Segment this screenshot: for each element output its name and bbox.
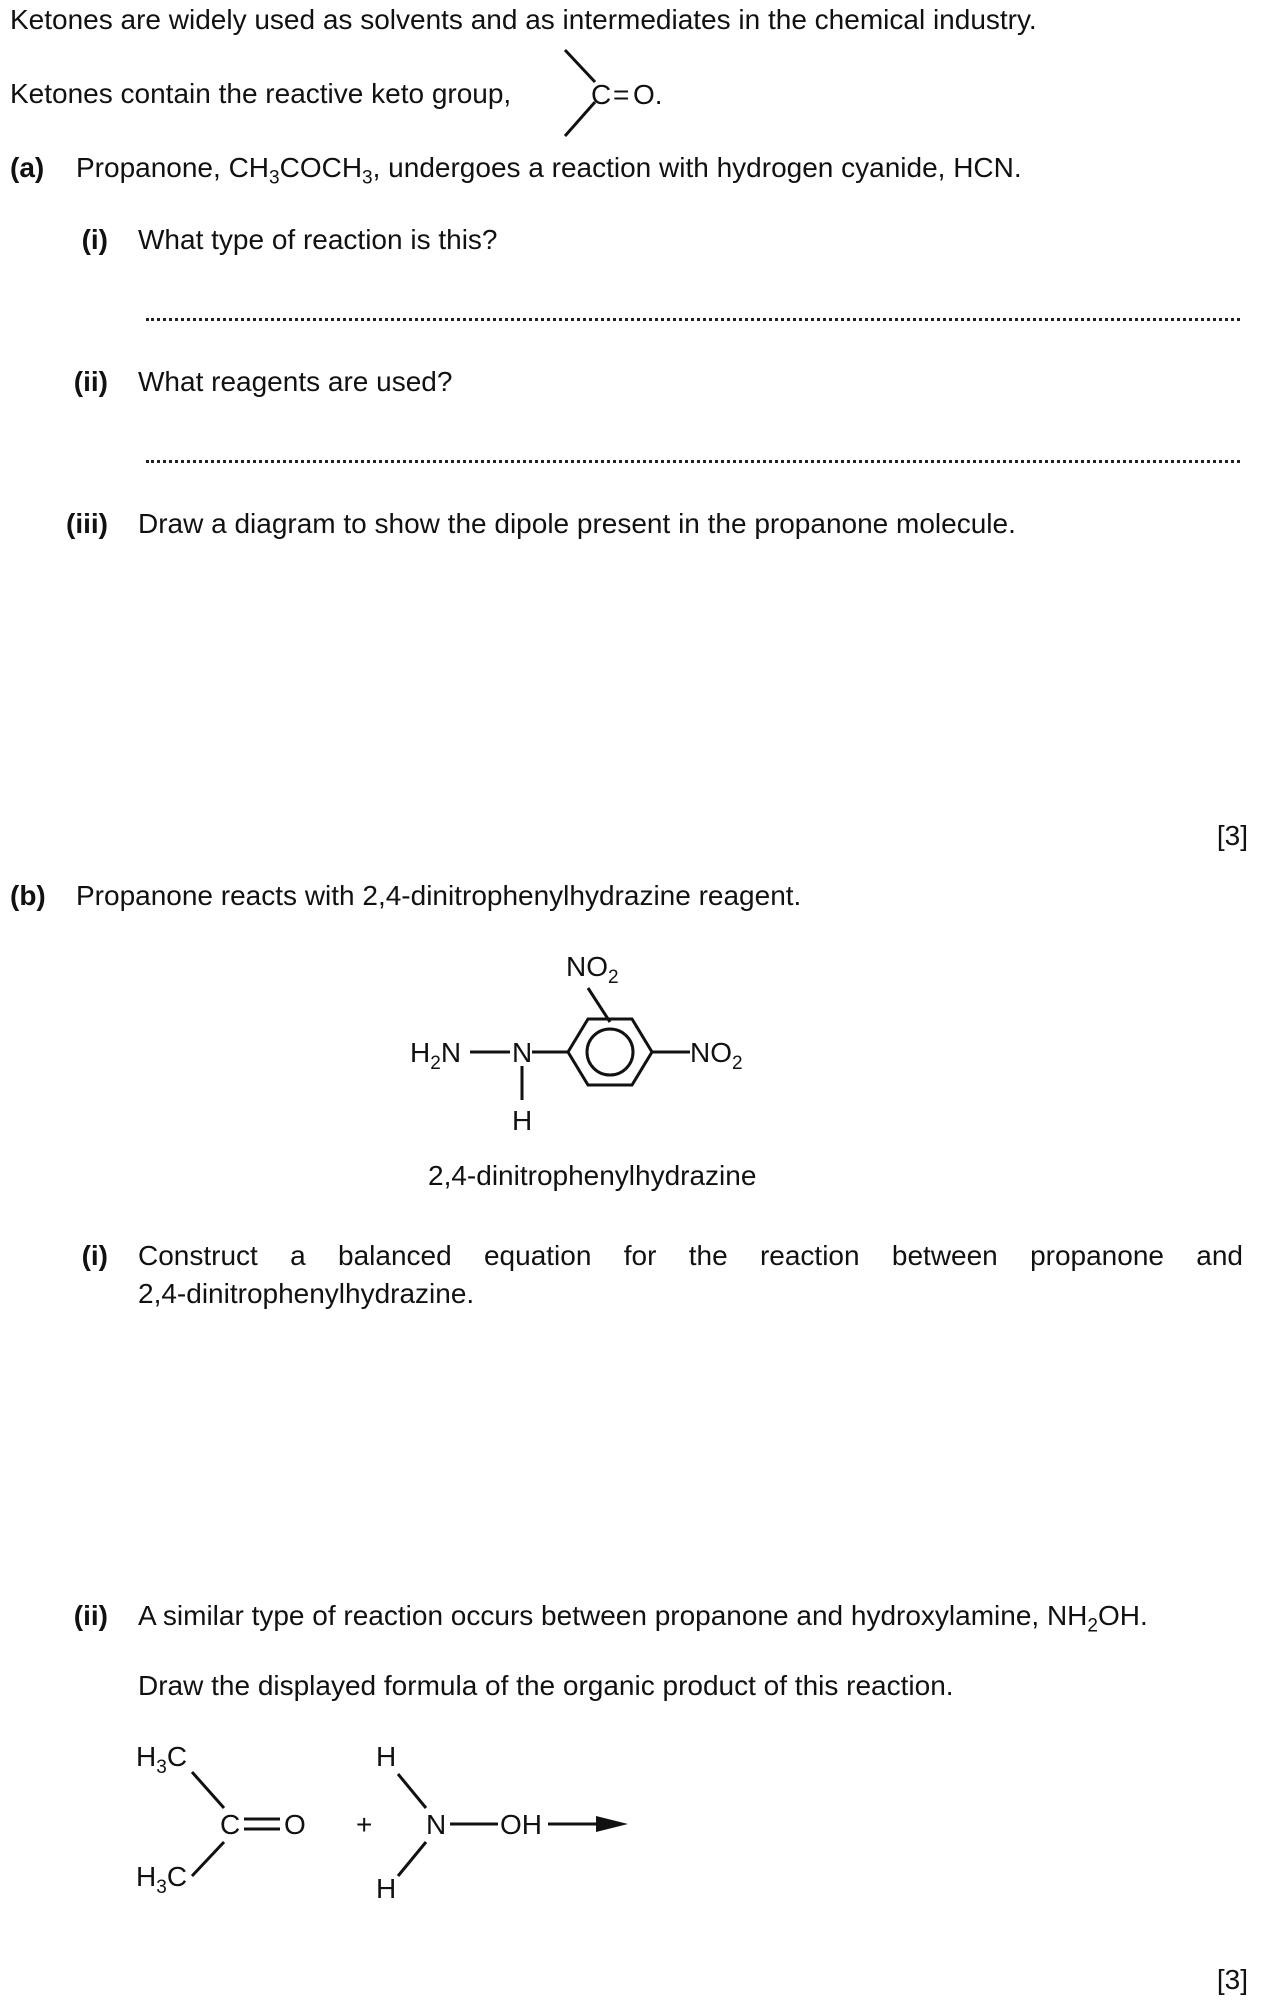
part-b-ii-question: A similar type of reaction occurs between propanone and hydroxylamine, $NH_2OH$.: [138, 1600, 1148, 1637]
keto-oxygen: O.: [633, 79, 663, 110]
part-a-iii-label: (iii): [66, 508, 108, 539]
intro-line-2: Ketones contain the reactive keto group,: [10, 78, 512, 109]
part-b-label: (b): [10, 880, 46, 911]
part-b-i-label: (i): [81, 1240, 108, 1271]
drawing-area-a-iii[interactable]: [138, 560, 1238, 810]
part-a-stem: Propanone, $CH_3COCH_3$, undergoes a reaction with hydrogen cyanide, HCN.: [76, 152, 1022, 189]
bond-ring-to-nitro-top: [588, 988, 610, 1022]
part-b-ii-instruction: Draw the displayed formula of the organic product of this reaction.: [138, 1670, 954, 1701]
hydroxylamine-h-bottom: H: [376, 1873, 397, 1900]
bond-n-h-bottom: [398, 1842, 426, 1876]
keto-carbon: C: [591, 79, 612, 110]
part-b-i-question-line-2: 2,4-dinitrophenylhydrazine.: [138, 1278, 475, 1309]
carbonyl-carbon: C: [220, 1809, 241, 1840]
nitro-top-label: $NO_2$: [566, 951, 619, 988]
part-a-marks: [3]: [1216, 820, 1248, 851]
amino-label: $H_2N$: [410, 1037, 462, 1074]
hydroxylamine-reaction-scheme: [130, 1730, 690, 1900]
plus-sign: +: [356, 1809, 373, 1840]
keto-group-figure: [555, 44, 695, 144]
bond-methyl-bottom: [192, 1842, 224, 1876]
nitro-right-label: $NO_2$: [690, 1037, 743, 1074]
keto-bond-upper: [565, 50, 595, 82]
intro-line-1: Ketones are widely used as solvents and as intermediates in the chemical industry.: [10, 4, 1037, 35]
dnph-structure: [400, 940, 800, 1140]
keto-double-bond: =: [613, 79, 630, 110]
bond-methyl-top: [192, 1772, 224, 1808]
part-a-i-label: (i): [81, 224, 108, 255]
answer-line-a-i[interactable]: [146, 318, 1240, 321]
dnph-caption: 2,4-dinitrophenylhydrazine: [428, 1160, 757, 1191]
part-a-label: (a): [10, 152, 45, 183]
part-a-i-question: What type of reaction is this?: [138, 224, 498, 255]
methyl-bottom-label: $H_3C$: [136, 1861, 188, 1898]
drawing-area-b-ii[interactable]: [700, 1730, 1240, 1930]
hydrazine-n-label: N: [512, 1037, 533, 1068]
hydrazine-h-label: H: [512, 1105, 533, 1136]
part-b-marks: [3]: [1216, 1964, 1248, 1995]
bond-n-h-top: [398, 1774, 426, 1808]
hydroxylamine-n: N: [426, 1809, 447, 1840]
methyl-top-label: $H_3C$: [136, 1741, 188, 1778]
part-a-ii-question: What reagents are used?: [138, 366, 453, 397]
part-b-i-question-line-1: Construct a balanced equation for the reaction between propanone and: [138, 1240, 1243, 1271]
aromatic-circle: [587, 1029, 633, 1075]
part-a-ii-label: (ii): [73, 366, 108, 397]
part-b-stem: Propanone reacts with 2,4-dinitrophenylhydrazine reagent.: [76, 880, 802, 911]
hydroxyl-label: OH: [500, 1809, 542, 1840]
answer-line-a-ii[interactable]: [146, 460, 1240, 463]
answer-area-b-i[interactable]: [138, 1330, 1238, 1580]
hydroxylamine-h-top: H: [376, 1741, 397, 1772]
part-a-iii-question: Draw a diagram to show the dipole present in the propanone molecule.: [138, 508, 1016, 539]
carbonyl-oxygen: O: [284, 1809, 306, 1840]
part-b-ii-label: (ii): [73, 1600, 108, 1631]
reaction-arrow-head: [596, 1816, 628, 1832]
